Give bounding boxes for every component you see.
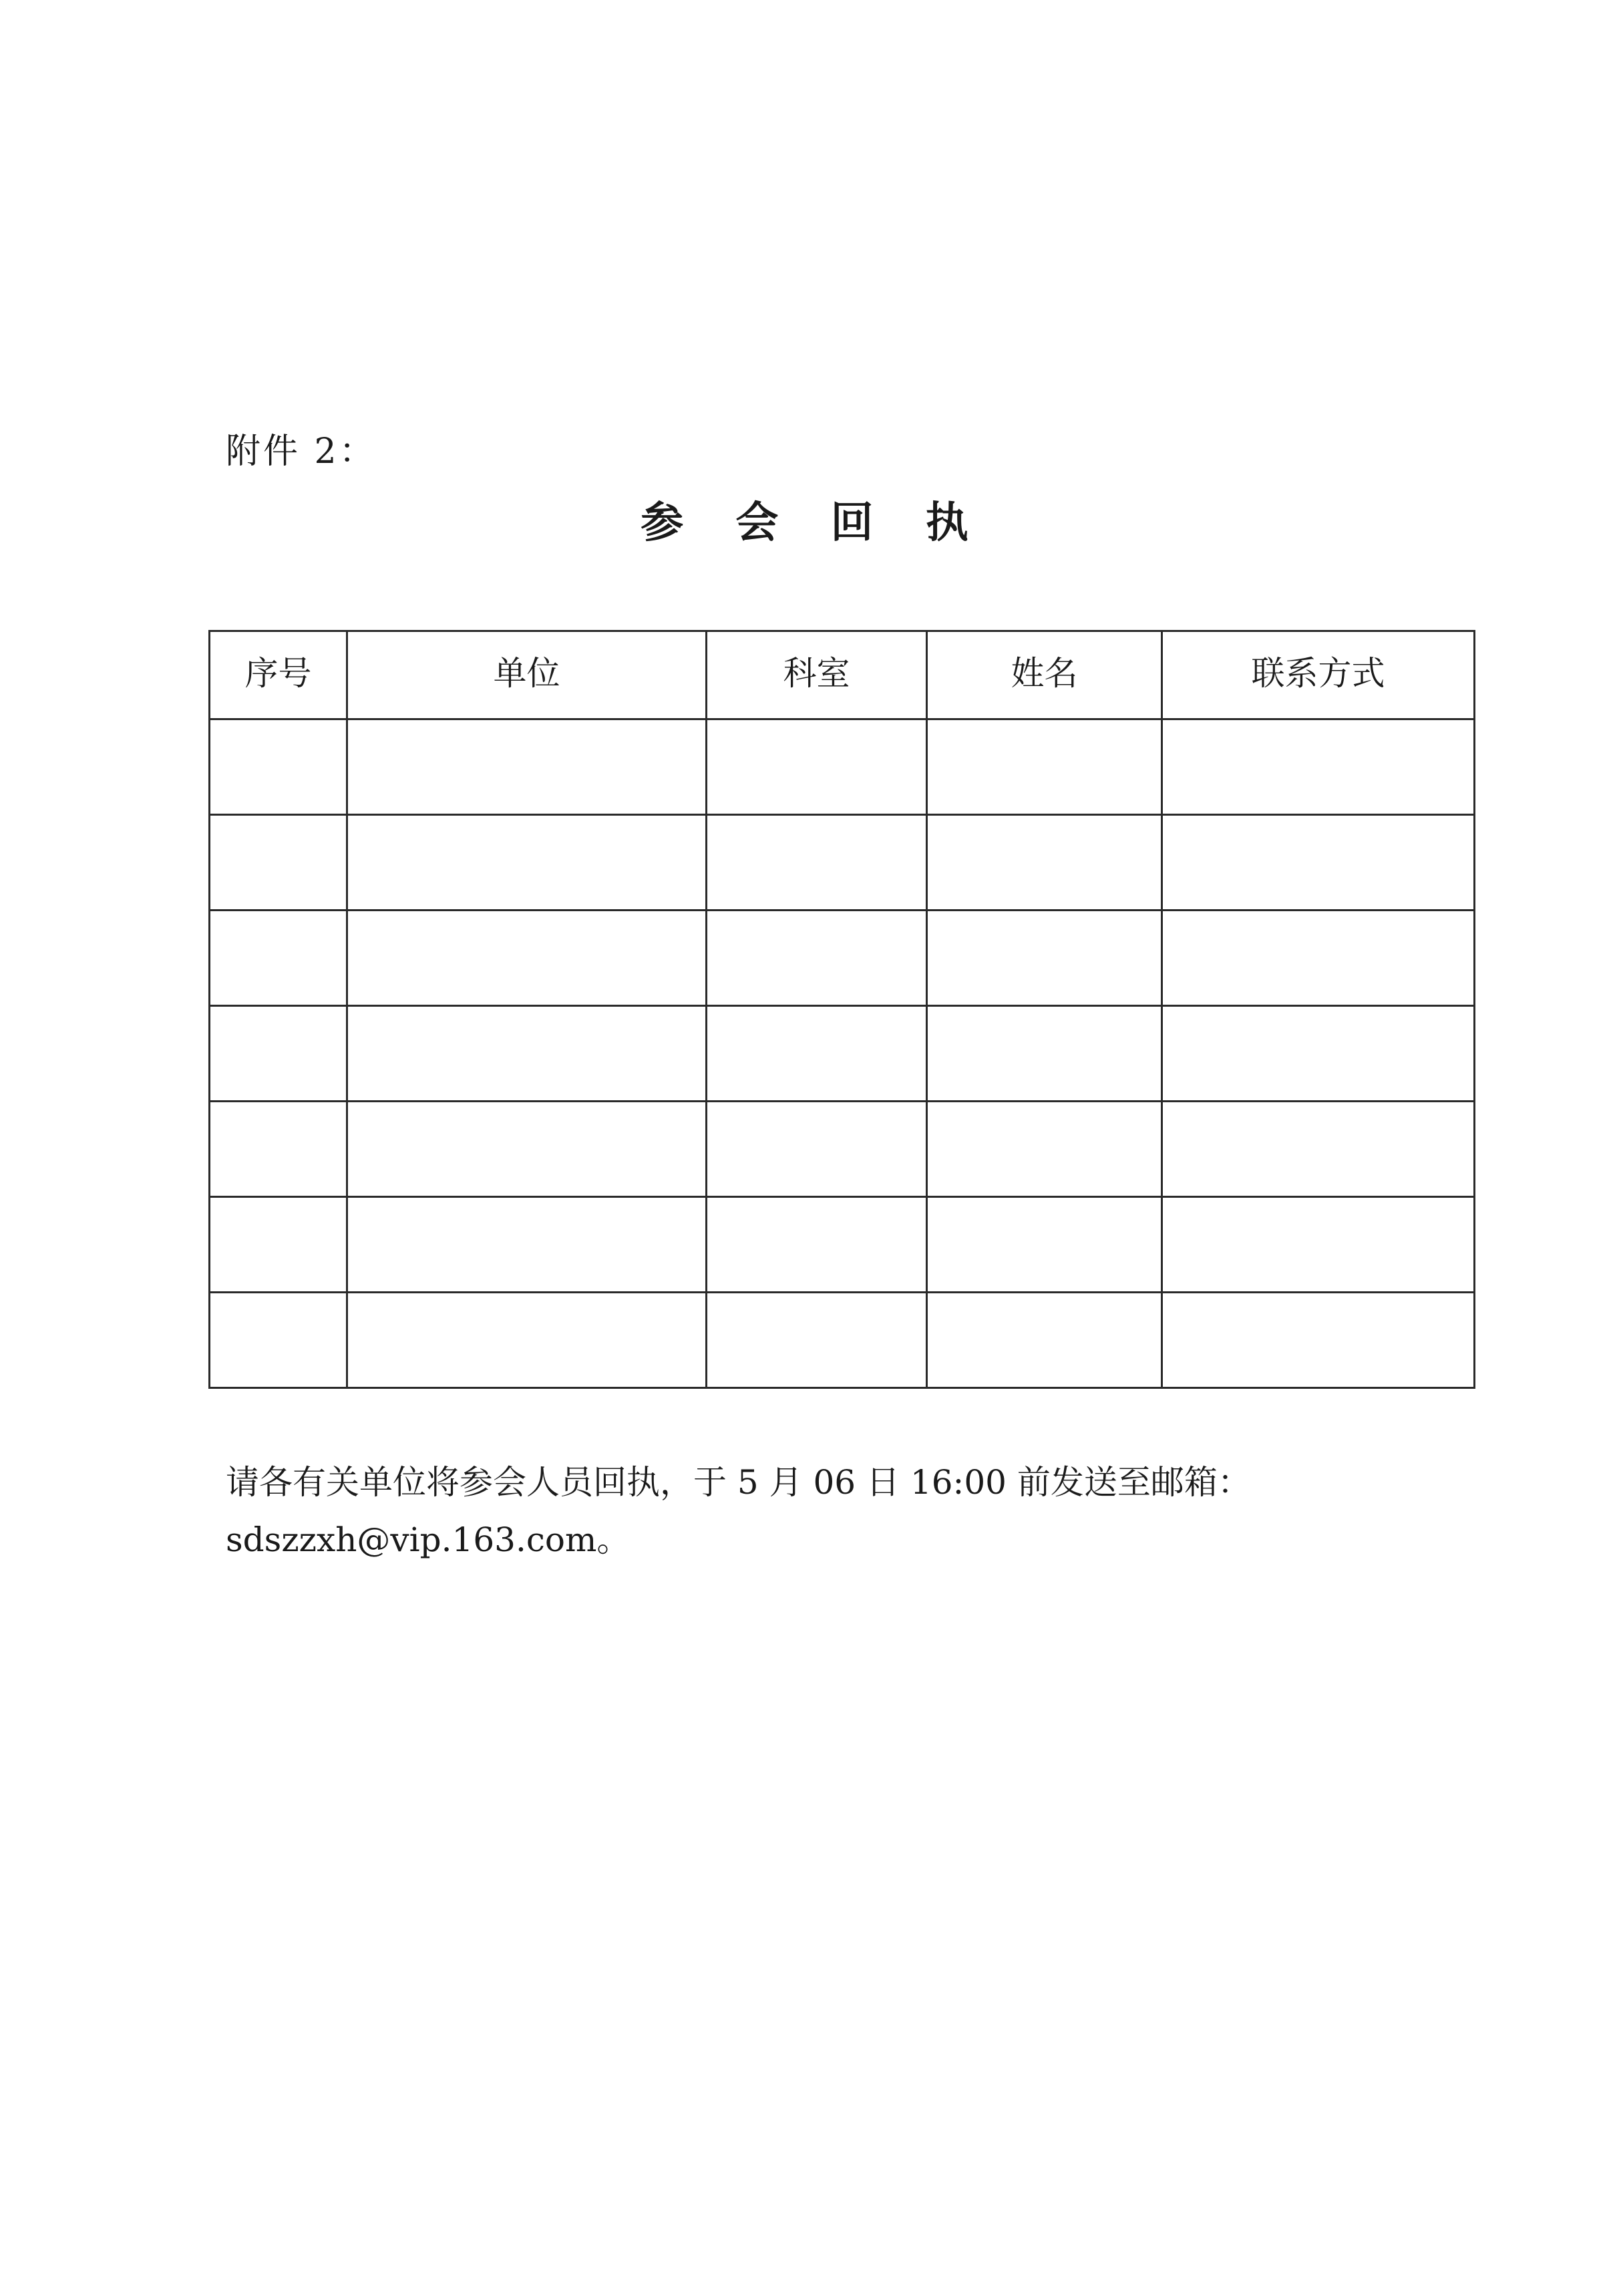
header-organization: 单位 — [347, 631, 707, 719]
table-row — [210, 1102, 1475, 1197]
organization-cell[interactable] — [347, 815, 707, 911]
contact-cell[interactable] — [1162, 1197, 1475, 1293]
serial-number-cell[interactable] — [210, 719, 347, 815]
table-row — [210, 719, 1475, 815]
name-cell[interactable] — [927, 1197, 1162, 1293]
notice-line-1: 请各有关单位将参会人员回执，于 5 月 06 日 16:00 前发送至邮箱： — [226, 1463, 1251, 1502]
department-cell[interactable] — [707, 815, 927, 911]
header-name: 姓名 — [927, 631, 1162, 719]
organization-cell[interactable] — [347, 1293, 707, 1388]
table-row — [210, 1197, 1475, 1293]
contact-cell[interactable] — [1162, 719, 1475, 815]
serial-number-cell[interactable] — [210, 1197, 347, 1293]
serial-number-cell[interactable] — [210, 815, 347, 911]
contact-cell[interactable] — [1162, 1293, 1475, 1388]
table-header-row — [210, 631, 1475, 719]
serial-number-cell[interactable] — [210, 1102, 347, 1197]
department-cell[interactable] — [707, 911, 927, 1006]
name-cell[interactable] — [927, 911, 1162, 1006]
contact-cell[interactable] — [1162, 911, 1475, 1006]
organization-cell[interactable] — [347, 1006, 707, 1102]
header-contact: 联系方式 — [1162, 631, 1475, 719]
department-cell[interactable] — [707, 1102, 927, 1197]
attachment-label: 附件 2： — [226, 432, 377, 472]
name-cell[interactable] — [927, 1102, 1162, 1197]
organization-cell[interactable] — [347, 719, 707, 815]
contact-cell[interactable] — [1162, 815, 1475, 911]
table-body — [210, 719, 1475, 1388]
department-cell[interactable] — [707, 1197, 927, 1293]
attendance-receipt-table — [208, 630, 1475, 1389]
table-row — [210, 815, 1475, 911]
organization-cell[interactable] — [347, 1102, 707, 1197]
notice-text — [226, 1454, 1448, 1569]
serial-number-cell[interactable] — [210, 911, 347, 1006]
department-cell[interactable] — [707, 1293, 927, 1388]
table-row — [210, 1293, 1475, 1388]
department-cell[interactable] — [707, 719, 927, 815]
table-row — [210, 911, 1475, 1006]
department-cell[interactable] — [707, 1006, 927, 1102]
organization-cell[interactable] — [347, 911, 707, 1006]
name-cell[interactable] — [927, 815, 1162, 911]
name-cell[interactable] — [927, 1293, 1162, 1388]
table-row — [210, 1006, 1475, 1102]
name-cell[interactable] — [927, 1006, 1162, 1102]
notice-email-line: sdszzxh@vip.163.com。 — [226, 1520, 631, 1559]
serial-number-cell[interactable] — [210, 1293, 347, 1388]
name-cell[interactable] — [927, 719, 1162, 815]
contact-cell[interactable] — [1162, 1102, 1475, 1197]
header-department: 科室 — [707, 631, 927, 719]
document-title: 参 会 回 执 — [641, 498, 987, 548]
serial-number-cell[interactable] — [210, 1006, 347, 1102]
contact-cell[interactable] — [1162, 1006, 1475, 1102]
organization-cell[interactable] — [347, 1197, 707, 1293]
header-serial-number: 序号 — [210, 631, 347, 719]
